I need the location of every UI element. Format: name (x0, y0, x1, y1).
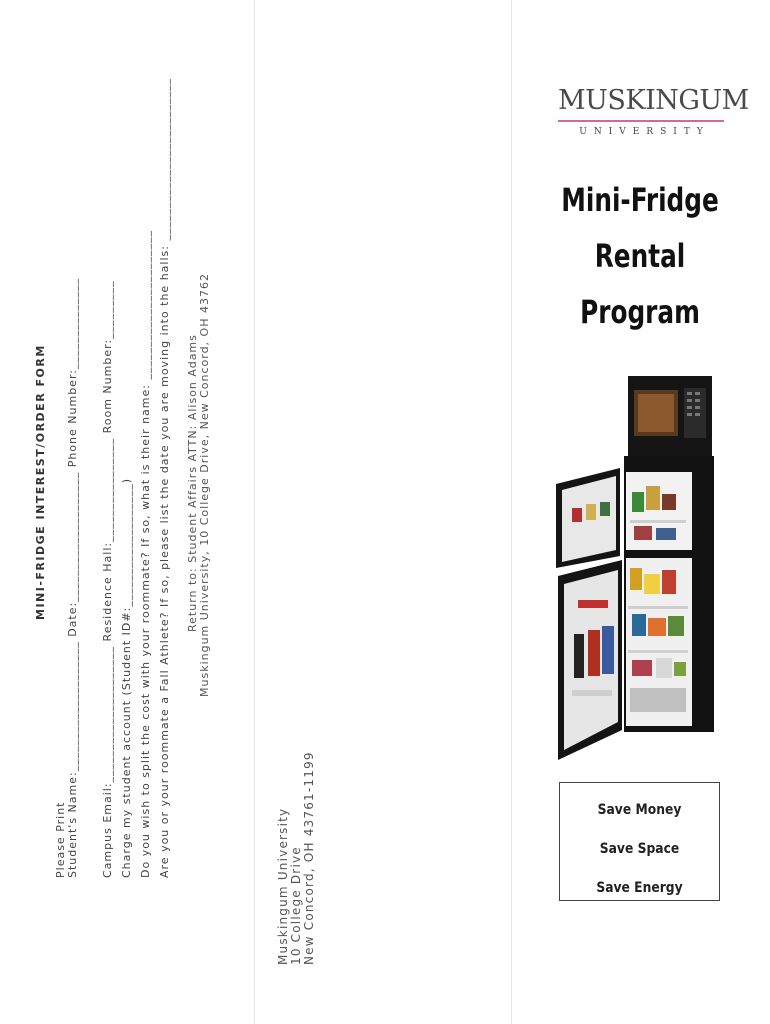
logo-divider (558, 120, 724, 122)
address-street: 10 College Drive (289, 846, 303, 965)
email-hall-room-line: Campus Email:_____________________ Residence Hall:________________ Room Number:_________ (101, 280, 114, 878)
address-city: New Concord, OH 43761-1199 (302, 751, 316, 965)
return-address-line: Muskingum University, 10 College Drive, New Concord, OH 43762 (198, 273, 211, 697)
student-name-date-phone-line: Student's Name:____________________ Date:____________________ Phone Number:______________ (66, 278, 79, 878)
benefit-save-money: Save Money (597, 802, 682, 818)
benefits-box (559, 782, 720, 901)
benefit-save-energy: Save Energy (596, 880, 683, 896)
roommate-split-line: Do you wish to split the cost with your roommate? If so, what is their name: _______________________ (139, 230, 152, 878)
form-title: MINI-FRIDGE INTEREST/ORDER FORM (34, 344, 47, 620)
student-account-line: Charge my student account (Student ID#:___________________) (120, 477, 133, 878)
brochure-title (554, 172, 726, 340)
fall-athlete-line: Are you or your roommate a Fall Athlete? If so, please list the date you are moving into the halls: _________________________ (158, 78, 171, 878)
logo-wordmark: MUSKINGUM (558, 85, 749, 116)
title-line-1: Mini-Fridge (561, 181, 719, 219)
logo-subtitle: UNIVERSITY (579, 127, 710, 137)
benefit-save-space: Save Space (599, 841, 680, 857)
address-name: Muskingum University (276, 807, 290, 965)
fold-line-left (254, 0, 255, 1024)
fold-line-right (511, 0, 512, 1024)
please-print-label: Please Print (54, 801, 67, 878)
fridge-microwave-illustration (548, 368, 728, 768)
title-line-3: Program (580, 293, 700, 331)
university-logo (558, 84, 749, 137)
return-to-line: Return to: Student Affairs ATTN: Alison Adams (186, 334, 199, 632)
title-line-2: Rental (594, 237, 686, 275)
